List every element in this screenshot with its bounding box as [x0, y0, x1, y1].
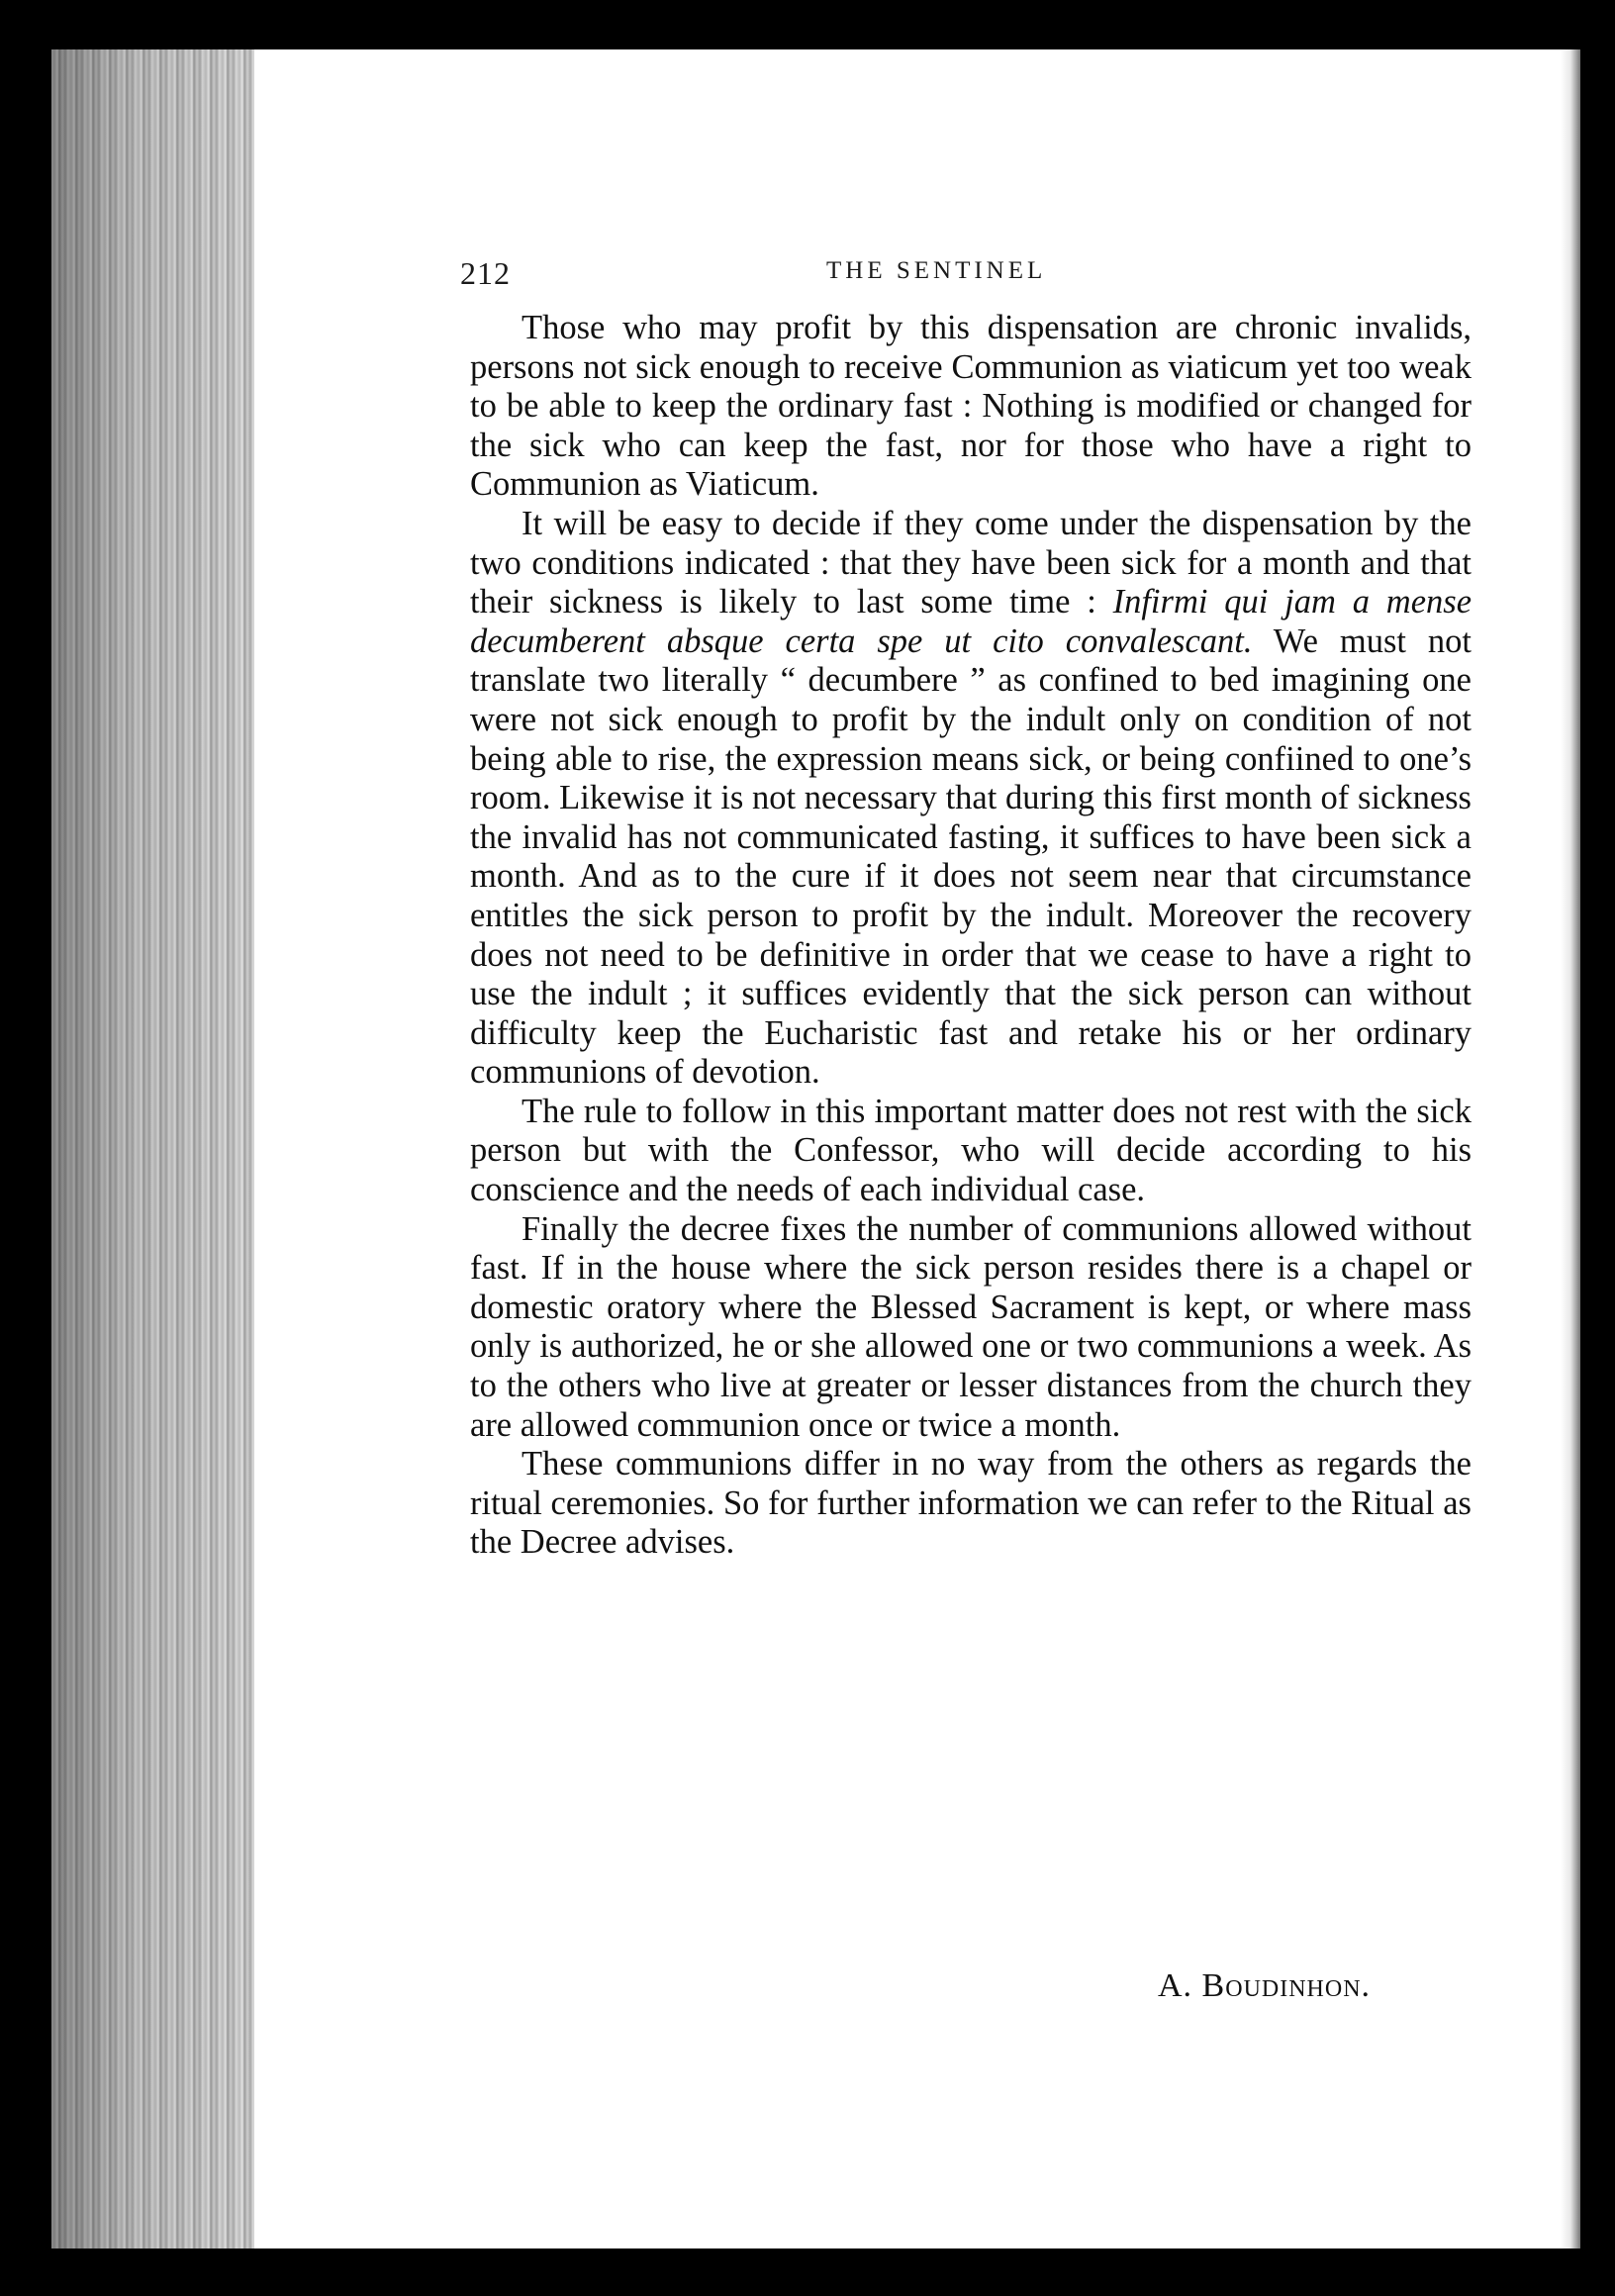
book-page-edges [51, 49, 254, 2248]
scan-border-bottom [0, 2248, 1615, 2296]
paragraph-5: These communions differ in no way from the others as regards the ritual ceremonies. So for further information we can refer to the Ritual as the Decree advises. [470, 1445, 1472, 1562]
paragraph-2 [470, 505, 1472, 1093]
paragraph-1: Those who may profit by this dispensation are chronic invalids, persons not sick enough to receive Communion as viaticum yet too weak to be able to keep the ordinary fast : Nothing is modified or changed for the sick who can keep the fast, nor for those who have a right to Communion as Viaticum. [470, 309, 1472, 504]
paragraph-2-intro: It will be easy to decide if they come under the dispensation by the two conditions indicated : that they have been sick for a month and that their sickness is likely to last some time : [470, 504, 1472, 622]
author-signature: A. Boudinhon. [1158, 1967, 1372, 2004]
facing-page-edge [1561, 49, 1580, 2248]
scan-border-left [0, 0, 54, 2296]
paragraph-2-rest: We must not translate two literally “ decumbere ” as confined to bed imagining one were not sick enough to profit by the indult only on condition of not being able to rise, the expression means sick, or being confiined to one’s room. Likewise it is not necessary that during this first month of sickness the invalid has not communicated fasting, it suffices to have been sick a month. And as to the cure if it does not seem near that circumstance entitles the sick person to profit by the indult. Moreover the recovery does not need to be definitive in order that we cease to have a right to use the indult ; it suffices evidently that the sick person can without difficulty keep the Eucharistic fast and retake his or her ordinary communions of devotion. [470, 622, 1472, 1092]
paragraph-4: Finally the decree fixes the number of communions allowed without fast. If in the house where the sick person resides there is a chapel or domestic oratory where the Blessed Sacrament is kept, or where mass only is authorized, he or she allowed one or two communions a week. As to the others who live at greater or lesser distances from the church they are allowed communion once or twice a month. [470, 1209, 1472, 1444]
running-head [460, 255, 1450, 295]
paragraph-3: The rule to follow in this important matter does not rest with the sick person but with the Confessor, who will decide according to his conscience and the needs of each individual case. [470, 1092, 1472, 1209]
running-title: THE SENTINEL [826, 257, 1047, 284]
article-body [470, 309, 1472, 1563]
page-number: 212 [460, 255, 511, 291]
latin-quotation: Infirmi qui jam a mense decumberent absque certa spe ut cito convalescant. [470, 583, 1472, 660]
